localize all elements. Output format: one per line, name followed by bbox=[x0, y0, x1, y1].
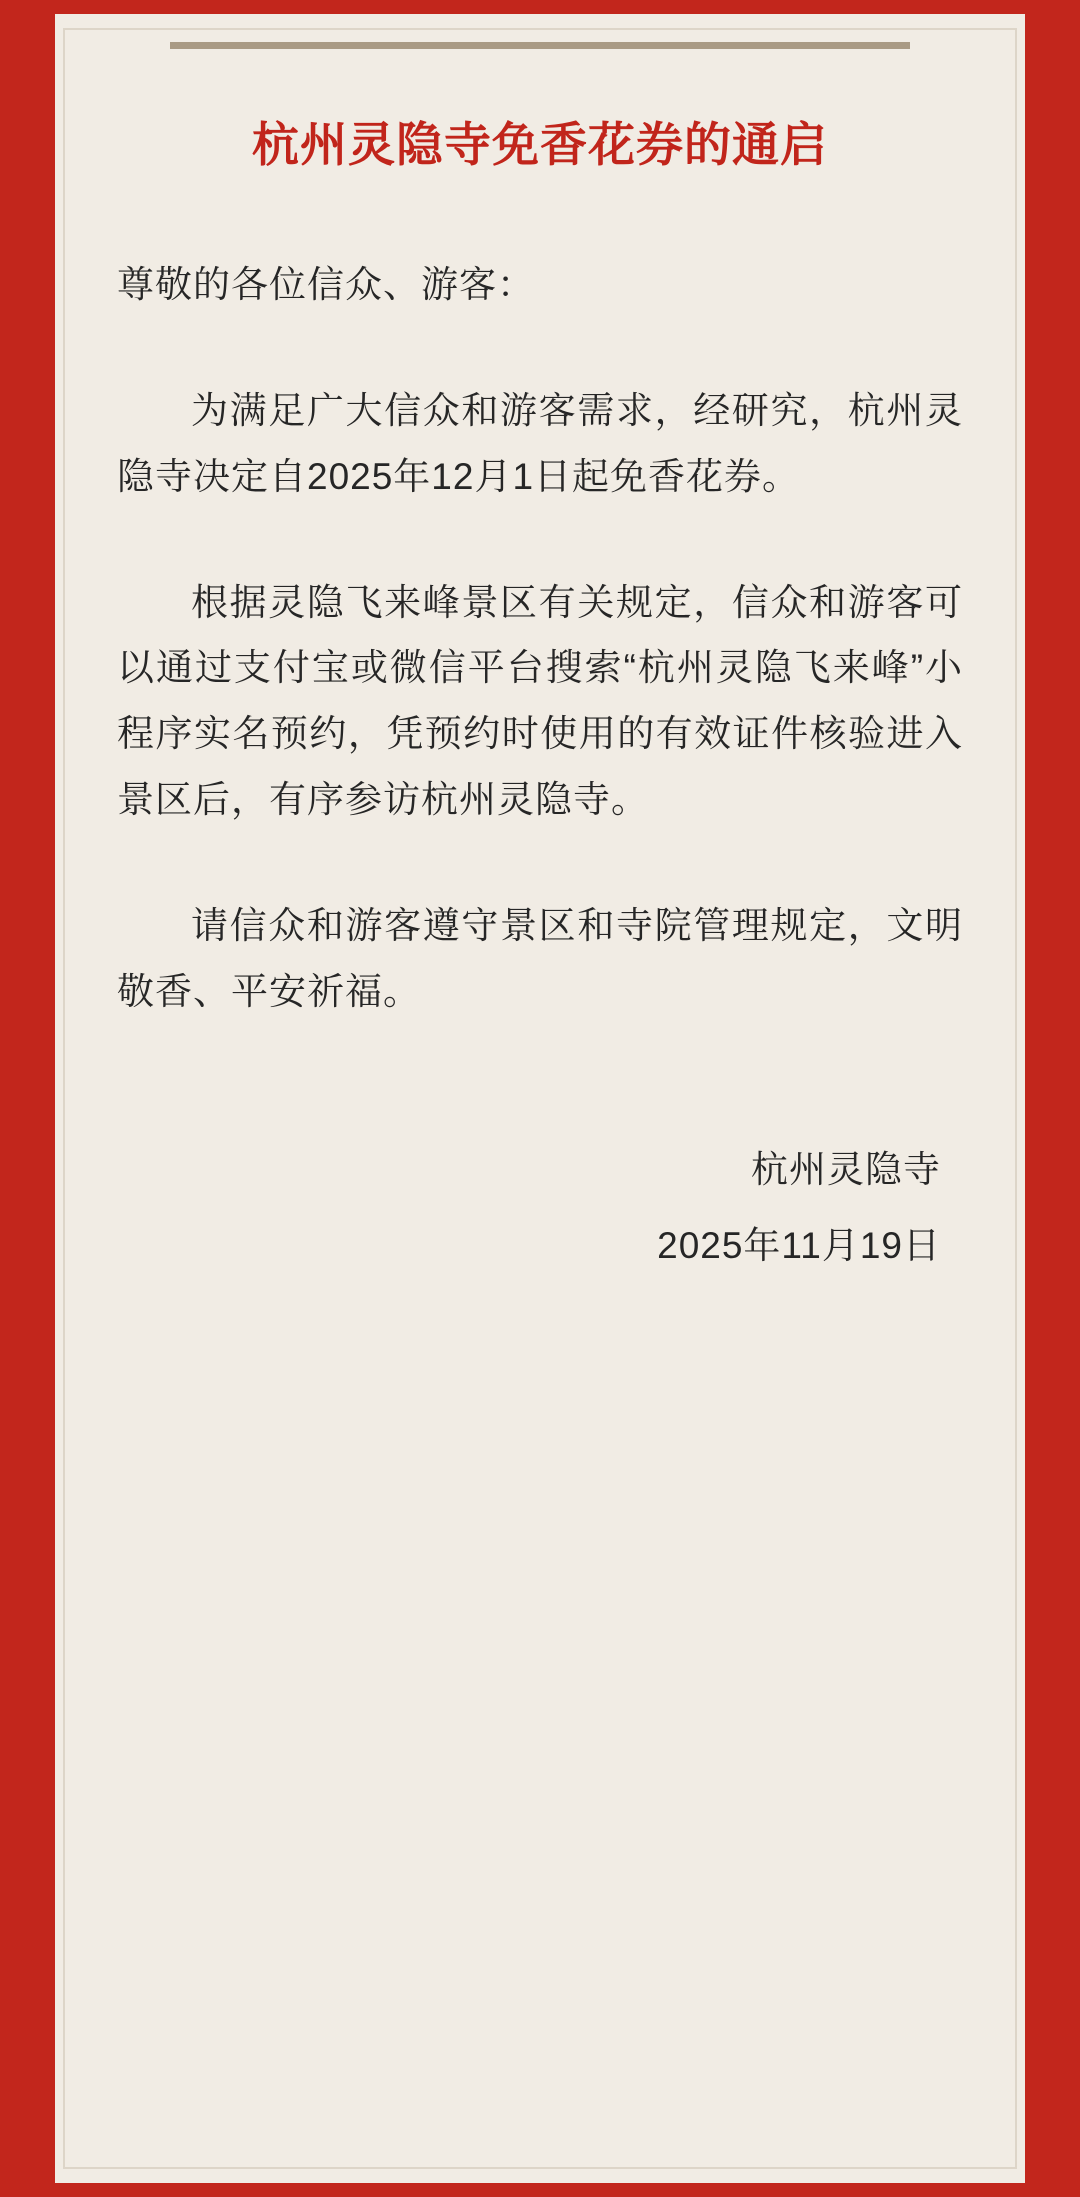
notice-paragraph-3: 请信众和游客遵守景区和寺院管理规定，文明敬香、平安祈福。 bbox=[117, 905, 963, 1012]
signature-block bbox=[117, 1135, 963, 1282]
page-title: 杭州灵隐寺免香花券的通启 bbox=[252, 118, 828, 171]
top-rule-decoration bbox=[170, 42, 910, 49]
notice-paper bbox=[55, 14, 1025, 2183]
notice-content bbox=[55, 114, 1025, 1287]
signature-organization: 杭州灵隐寺 bbox=[751, 1148, 941, 1190]
notice-paragraph-2: 根据灵隐飞来峰景区有关规定，信众和游客可以通过支付宝或微信平台搜索“杭州灵隐飞来峰”小程序实名预约，凭预约时使用的有效证件核验进入景区后，有序参访杭州灵隐寺。 bbox=[117, 581, 963, 821]
signature-date: 2025年11月19日 bbox=[657, 1225, 941, 1267]
salutation-text: 尊敬的各位信众、游客： bbox=[117, 264, 535, 306]
notice-paragraph-1: 为满足广大信众和游客需求，经研究，杭州灵隐寺决定自2025年12月1日起免香花券。 bbox=[117, 389, 963, 497]
